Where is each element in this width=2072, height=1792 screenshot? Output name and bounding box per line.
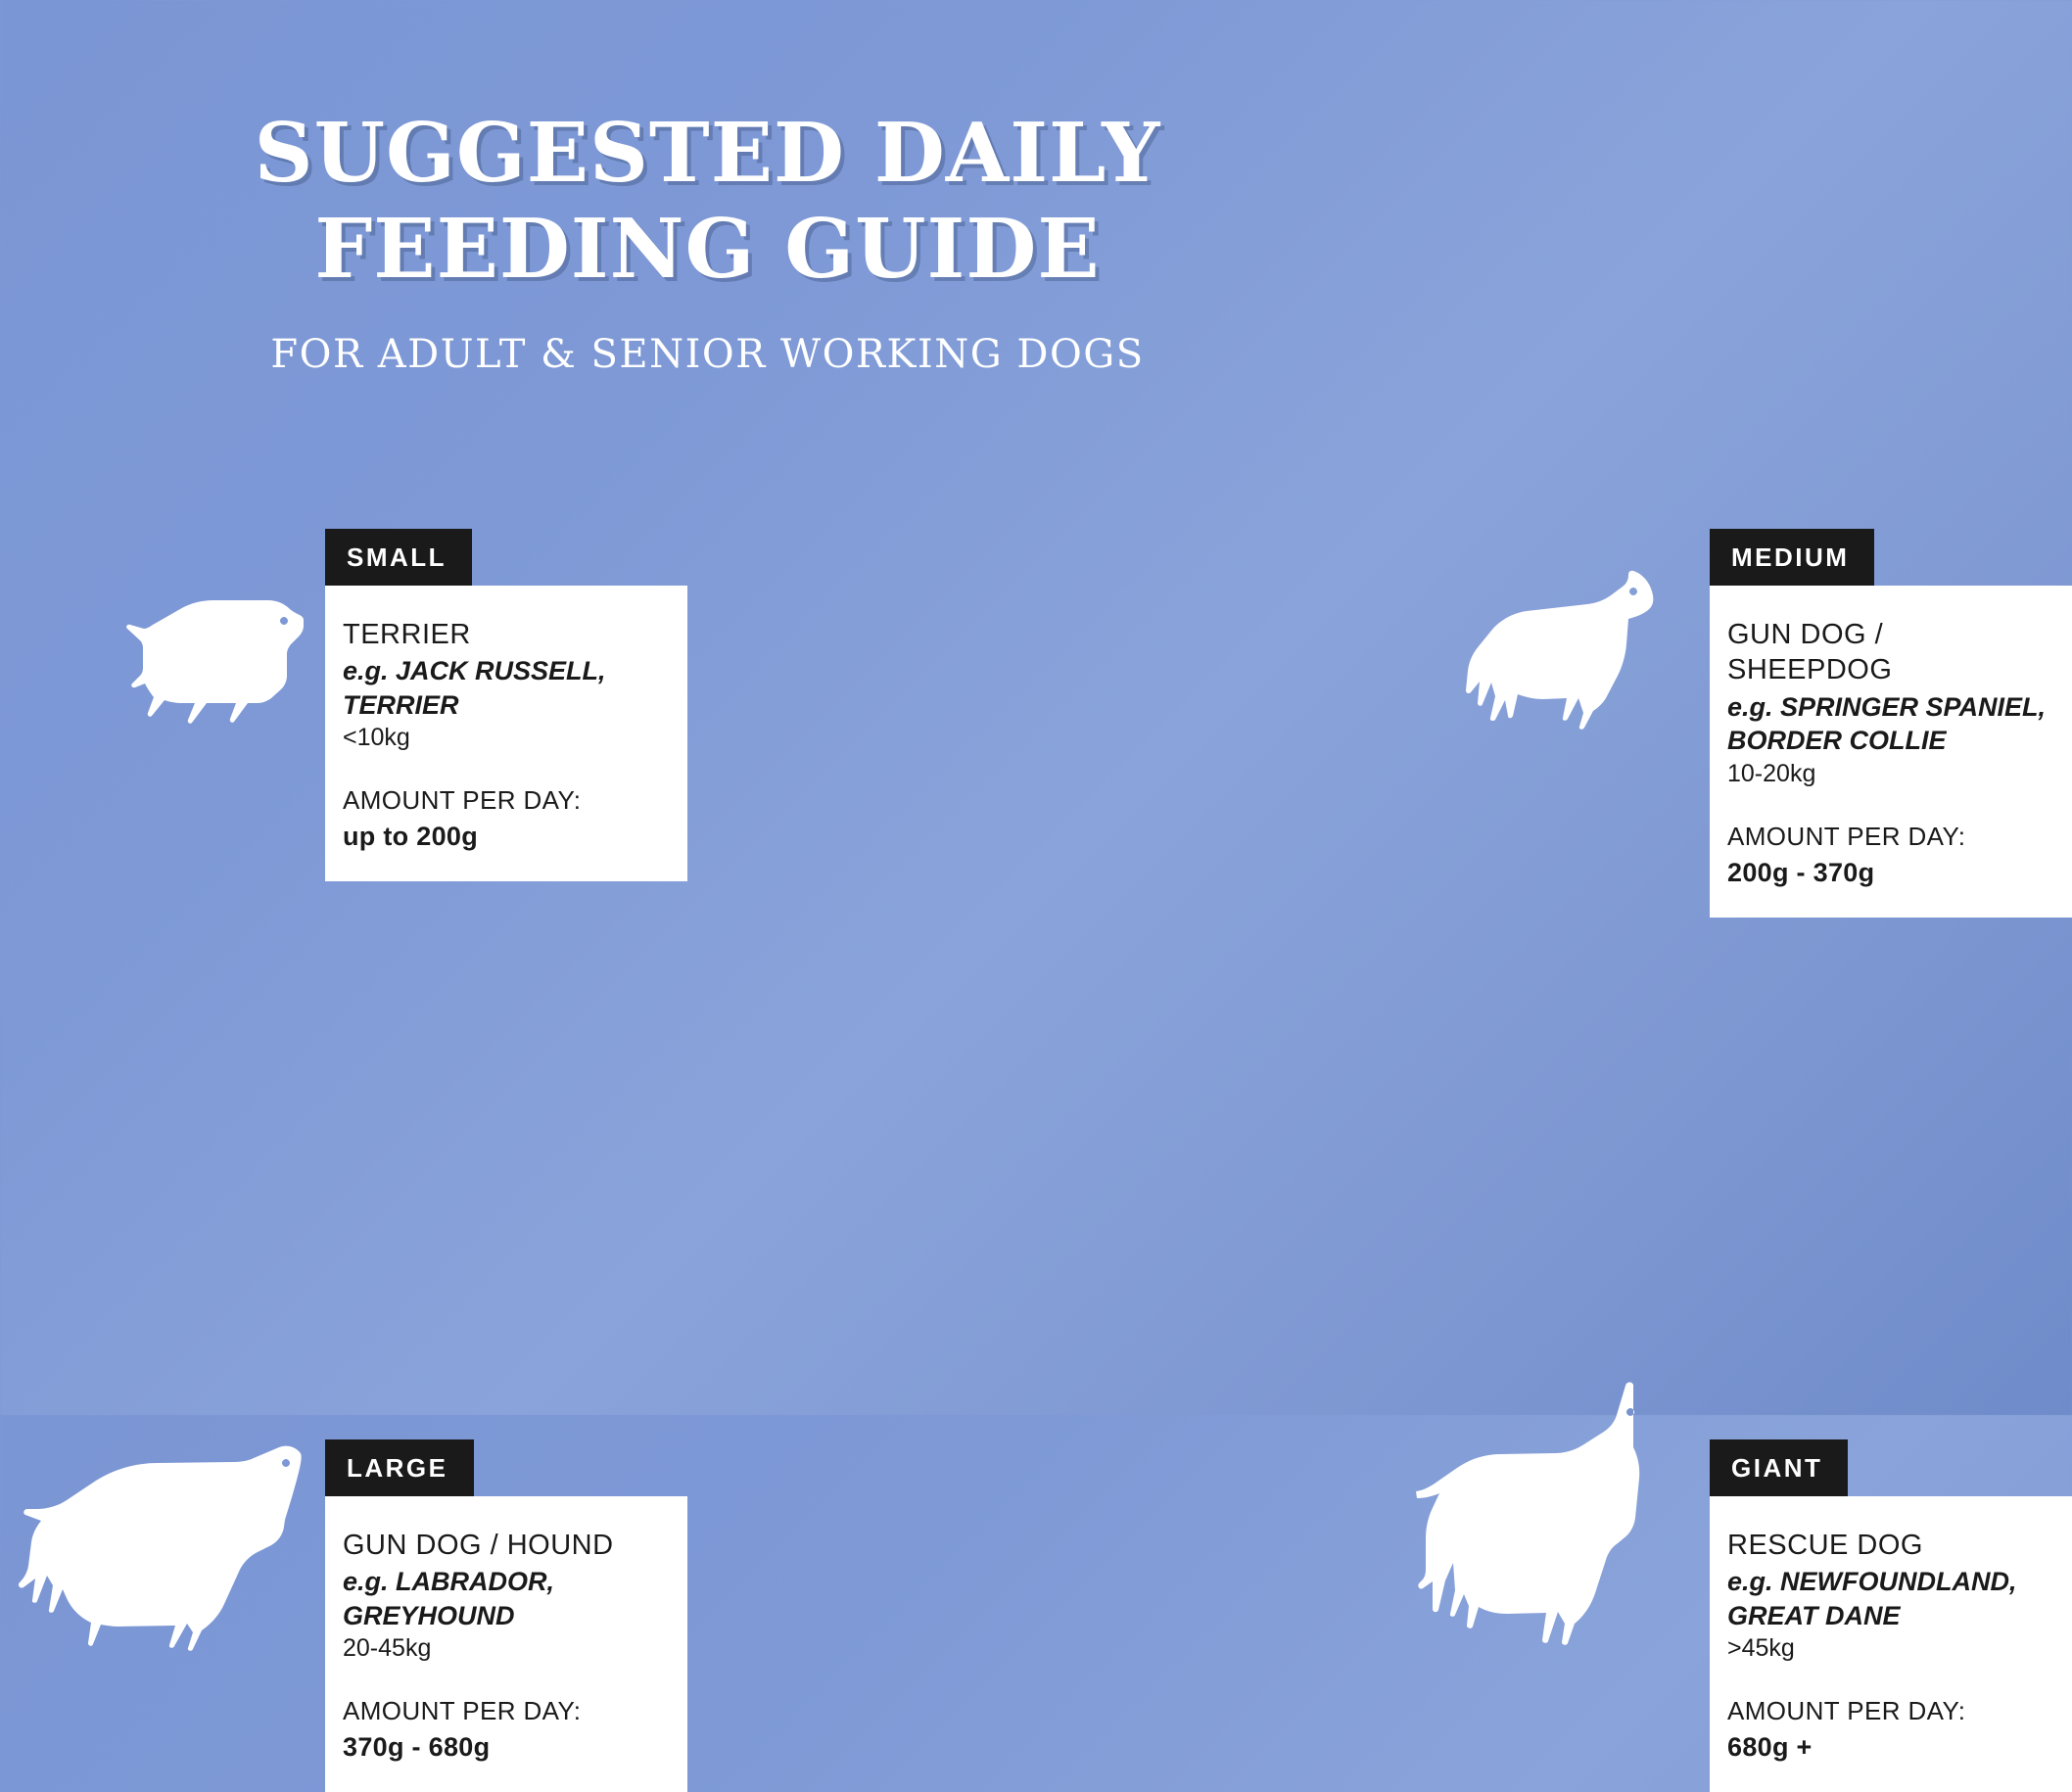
border-collie-silhouette bbox=[1461, 568, 1672, 744]
page-header bbox=[0, 0, 1415, 377]
amount-value-small: up to 200g bbox=[343, 822, 479, 852]
breed-type-giant: RESCUE DOG bbox=[1727, 1530, 1923, 1561]
weight-range-giant: >45kg bbox=[1727, 1634, 1795, 1663]
card-giant bbox=[1710, 1439, 2072, 1792]
weight-range-medium: 10-20kg bbox=[1727, 759, 1816, 787]
weight-range-large: 20-45kg bbox=[343, 1634, 432, 1663]
title-line-1: SUGGESTED DAILY bbox=[254, 105, 1161, 201]
size-tag-large: LARGE bbox=[325, 1439, 474, 1496]
amount-label-large: AMOUNT PER DAY: bbox=[343, 1696, 582, 1726]
terrier-dog-silhouette bbox=[118, 588, 313, 730]
cell-small bbox=[0, 490, 707, 950]
size-tag-small: SMALL bbox=[325, 529, 472, 586]
amount-value-giant: 680g + bbox=[1727, 1732, 1813, 1763]
cell-giant bbox=[707, 950, 2017, 1763]
amount-value-large: 370g - 680g bbox=[343, 1732, 491, 1763]
breed-examples-medium: e.g. SPRINGER SPANIEL, BORDER COLLIE bbox=[1727, 691, 2047, 756]
panel-small bbox=[325, 586, 687, 881]
feeding-guide-grid bbox=[0, 490, 2047, 1763]
page-title bbox=[0, 105, 1415, 297]
breed-examples-large: e.g. LABRADOR, GREYHOUND bbox=[343, 1567, 554, 1630]
panel-large bbox=[325, 1496, 687, 1792]
breed-type-medium: GUN DOG / SHEEPDOG bbox=[1727, 619, 1893, 686]
title-line-2: FEEDING GUIDE bbox=[314, 200, 1101, 297]
cell-large bbox=[0, 950, 707, 1763]
weight-range-small: <10kg bbox=[343, 724, 410, 752]
breed-examples-giant: e.g. NEWFOUNDLAND, GREAT DANE bbox=[1727, 1567, 2017, 1630]
panel-giant bbox=[1710, 1496, 2072, 1792]
breed-examples-small: e.g. JACK RUSSELL, TERRIER bbox=[343, 656, 606, 720]
card-medium bbox=[1710, 529, 2072, 918]
amount-label-small: AMOUNT PER DAY: bbox=[343, 785, 582, 816]
breed-type-small: TERRIER bbox=[343, 619, 471, 650]
grid-row-1 bbox=[0, 490, 2047, 950]
great-dane-silhouette bbox=[1422, 1381, 1676, 1640]
grid-row-2 bbox=[0, 950, 2017, 1763]
amount-value-medium: 200g - 370g bbox=[1727, 857, 1875, 887]
breed-type-large: GUN DOG / HOUND bbox=[343, 1530, 614, 1561]
amount-label-giant: AMOUNT PER DAY: bbox=[1727, 1696, 1966, 1726]
greyhound-silhouette bbox=[20, 1439, 313, 1640]
card-small bbox=[325, 529, 687, 881]
card-large bbox=[325, 1439, 687, 1792]
size-tag-giant: GIANT bbox=[1710, 1439, 1848, 1496]
panel-medium bbox=[1710, 586, 2072, 918]
amount-label-medium: AMOUNT PER DAY: bbox=[1727, 821, 1966, 851]
page-subtitle: FOR ADULT & SENIOR WORKING DOGS bbox=[270, 332, 1145, 378]
size-tag-medium: MEDIUM bbox=[1710, 529, 1874, 586]
cell-medium bbox=[707, 490, 2047, 950]
